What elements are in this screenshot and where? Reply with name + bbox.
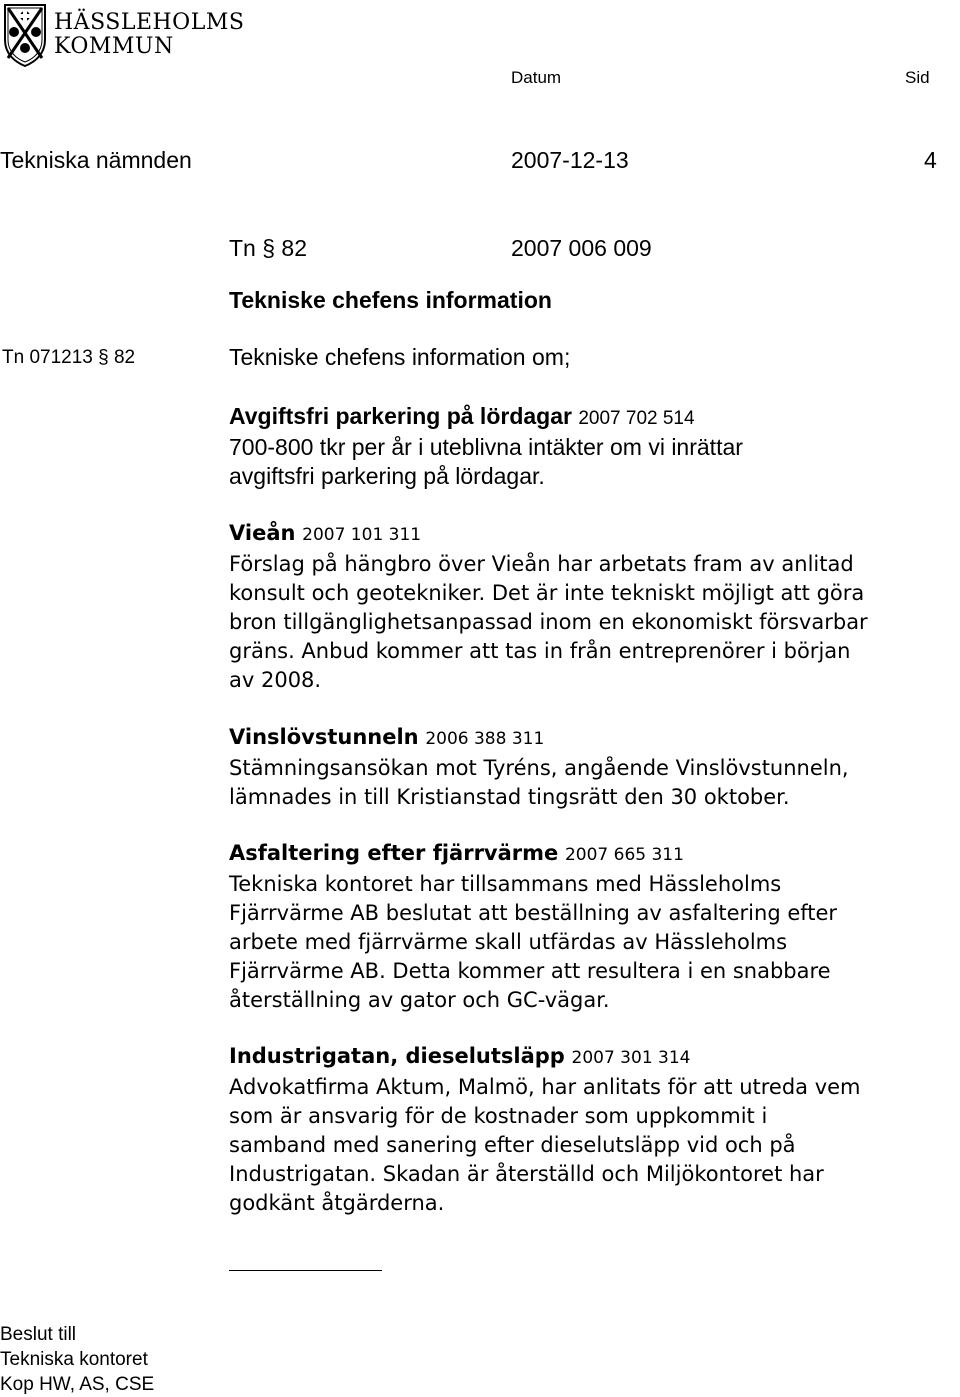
- item-line: 700-800 tkr per år i uteblivna intäkter om vi inrättar: [229, 434, 743, 460]
- coat-of-arms-icon: [2, 2, 48, 68]
- logo-line-2: KOMMUN: [54, 34, 174, 59]
- item-ref: 2006 388 311: [425, 729, 545, 749]
- item-viean: [229, 519, 868, 695]
- item-ref: 2007 301 314: [571, 1048, 691, 1068]
- item-line: Stämningsansökan mot Tyréns, angående Vinslövstunneln,: [229, 756, 849, 780]
- item-line: lämnades in till Kristianstad tingsrätt den 30 oktober.: [229, 785, 790, 809]
- item-line: samband med sanering efter dieselutsläpp vid och på: [229, 1133, 796, 1157]
- organ-name: Tekniska nämnden: [0, 147, 192, 173]
- distribution-footer: [0, 1322, 154, 1397]
- datum-label: Datum: [511, 68, 562, 87]
- item-line: Förslag på hängbro över Vieån har arbetats fram av anlitad: [229, 552, 854, 576]
- item-title: Industrigatan, dieselutsläpp: [229, 1044, 565, 1068]
- item-ref: 2007 702 514: [578, 408, 695, 429]
- item-parking: [229, 402, 743, 491]
- margin-note: Tn 071213 § 82: [2, 347, 136, 368]
- page-number: 4: [924, 147, 937, 173]
- item-line: Fjärrvärme AB. Detta kommer att resultera i en snabbare: [229, 959, 831, 983]
- item-line: som är ansvarig för de kostnader som uppkommit i: [229, 1104, 768, 1128]
- item-line: gräns. Anbud kommer att tas in från entreprenörer i början: [229, 639, 851, 663]
- item-line: bron tillgänglighetsanpassad inom en ekonomiskt försvarbar: [229, 610, 868, 634]
- item-title: Asfaltering efter fjärrvärme: [229, 841, 559, 865]
- section-title: Tekniske chefens information: [229, 287, 552, 313]
- municipality-logo: [2, 2, 244, 68]
- item-title: Avgiftsfri parkering på lördagar: [229, 403, 572, 429]
- item-line: av 2008.: [229, 668, 322, 692]
- item-line: Tekniska kontoret har tillsammans med Hässleholms: [229, 872, 782, 896]
- item-line: godkänt åtgärderna.: [229, 1191, 445, 1215]
- signature-rule: [229, 1270, 382, 1271]
- meeting-date: 2007-12-13: [511, 147, 629, 173]
- footer-line-2: Tekniska kontoret: [0, 1349, 148, 1370]
- item-ref: 2007 665 311: [564, 845, 684, 865]
- intro-text: Tekniske chefens information om;: [229, 344, 571, 370]
- item-line: Advokatfirma Aktum, Malmö, har anlitats för att utreda vem: [229, 1075, 861, 1099]
- item-line: återställning av gator och GC-vägar.: [229, 988, 610, 1012]
- item-vinslovstunneln: [229, 723, 849, 812]
- item-ref: 2007 101 311: [302, 525, 422, 545]
- item-line: arbete med fjärrvärme skall utfärdas av Hässleholms: [229, 930, 788, 954]
- footer-line-1: Beslut till: [0, 1324, 77, 1345]
- item-line: Industrigatan. Skadan är återställd och Miljökontoret har: [229, 1162, 824, 1186]
- item-asfaltering: [229, 839, 837, 1015]
- item-title: Vieån: [229, 521, 296, 545]
- diary-number: 2007 006 009: [511, 235, 652, 261]
- item-industrigatan: [229, 1042, 861, 1218]
- item-title: Vinslövstunneln: [229, 725, 419, 749]
- logo-line-1: HÄSSLEHOLMS: [54, 10, 245, 35]
- item-line: konsult och geotekniker. Det är inte tekniskt möjligt att göra: [229, 581, 865, 605]
- item-line: Fjärrvärme AB beslutat att beställning av asfaltering efter: [229, 901, 838, 925]
- sid-label: Sid: [905, 68, 930, 87]
- item-line: avgiftsfri parkering på lördagar.: [229, 463, 545, 489]
- paragraph-number: Tn § 82: [229, 235, 307, 261]
- footer-line-3: Kop HW, AS, CSE: [0, 1374, 155, 1395]
